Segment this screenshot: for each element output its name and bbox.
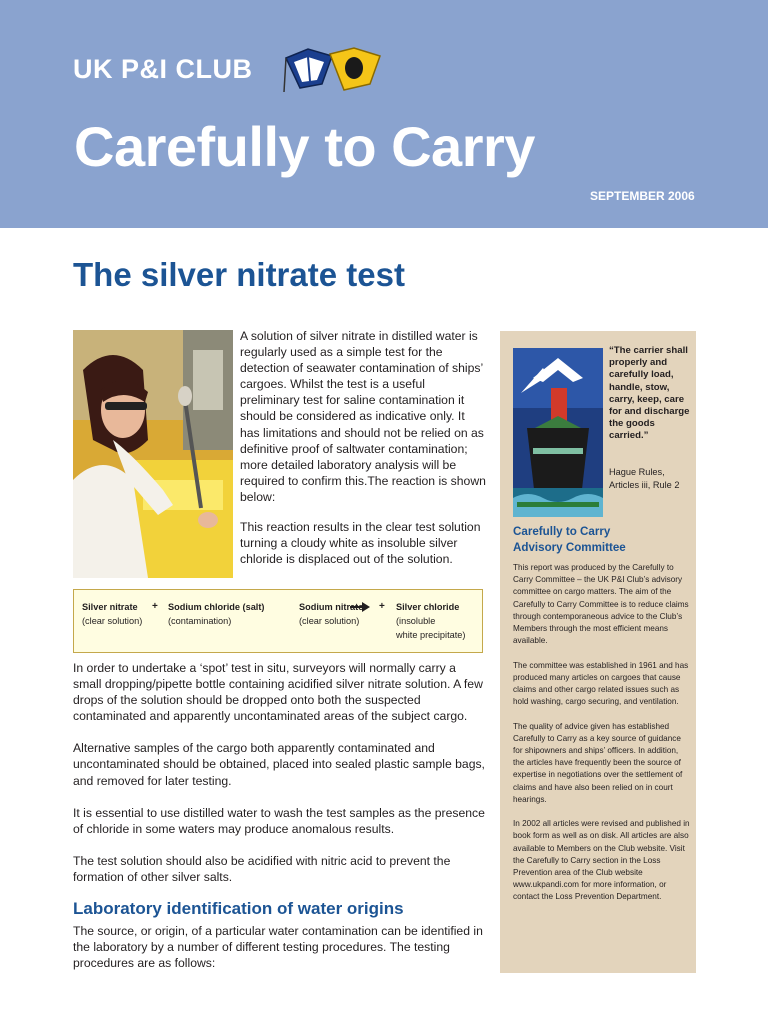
reaction-equation-box: [73, 589, 483, 653]
publication-title: Carefully to Carry: [74, 115, 535, 178]
intro-paragraph: A solution of silver nitrate in distilled water is regularly used as a simple test for the detection of seawater contamination of ships’ cargoes. Whilst the test is a useful preliminary test for saline contamination it should be considered as indicative only. It has limitations and should not be relied on as definitive proof of saltwater contamination; more detailed laboratory analysis will be required to confirm this.The reaction is shown below:: [240, 329, 486, 504]
intro-column: [240, 328, 486, 581]
plus-sign: +: [379, 601, 385, 612]
reactant-silver-nitrate: [82, 600, 142, 628]
sidebar-paragraph: The committee was established in 1961 and has produced many articles on cargoes that cause claims and other cargo related issues such as hold washing, cargo securing, and ventilation.: [513, 660, 689, 707]
body-paragraph: It is essential to use distilled water to wash the test samples as the presence of chloride in some waters may produce anomalous results.: [73, 805, 485, 836]
sidebar-paragraph: In 2002 all articles were revised and published in book form as well as on disk. All articles are also available to Members on the Club website. Visit the Carefully to Carry section in the Loss Prevention area of the Club website www.ukpandi.com for more information, or contact the Loss Prevention Department.: [513, 819, 690, 902]
chem-note: (insoluble: [396, 616, 436, 626]
chem-name: Sodium chloride (salt): [168, 602, 265, 612]
chem-note: white precipitate): [396, 630, 466, 640]
quote-source: [609, 466, 693, 492]
sidebar-paragraph: This report was produced by the Carefully to Carry Committee – the UK P&I Club’s advisory committee on cargo matters. The aim of the Carefully to Carry Committee is to reduce claims through contemporaneous advice to the Club’s Members through the most efficient means available.: [513, 563, 689, 646]
hague-rules-quote: “The carrier shall properly and carefully load, handle, stow, carry, keep, care for and discharge the goods carried.”: [609, 345, 690, 442]
committee-heading-line: Carefully to Carry: [513, 525, 611, 538]
quote-source-line: Hague Rules,: [609, 467, 665, 477]
product-silver-chloride: [396, 600, 465, 642]
body-paragraph: Alternative samples of the cargo both apparently contaminated and uncontaminated should be obtained, placed into sealed plastic sample bags, and removed for later testing.: [73, 741, 485, 788]
club-name: UK P&I CLUB: [73, 54, 253, 84]
body-paragraph: The test solution should also be acidified with nitric acid to prevent the formation of other silver salts.: [73, 853, 451, 884]
sidebar-paragraph: The quality of advice given has established Carefully to Carry as a key source of guidance for shipowners and ships’ officers. In addition, the articles have frequently been the source of expertise in negotiations over the settlement of claims and have also been relied on in court hearings.: [513, 721, 683, 804]
masthead: [0, 0, 768, 228]
body-paragraph: In order to undertake a ‘spot’ test in situ, surveyors will normally carry a small dropping/pipette bottle containing acidified silver nitrate solution. A few drops of the solution should be dropped onto both the suspected contaminated and apparently uncontaminated areas of the subject cargo.: [73, 661, 483, 724]
ship-poster-illustration: [513, 348, 603, 517]
lab-technician-photo: [73, 330, 233, 578]
chem-name: Silver nitrate: [82, 602, 138, 612]
reactant-sodium-chloride: [168, 600, 264, 628]
intro-paragraph: This reaction results in the clear test solution turning a cloudy white as insoluble silver chloride is displaced out of the solution.: [240, 520, 481, 567]
chem-note: (clear solution): [82, 616, 143, 626]
committee-text: [513, 562, 690, 916]
club-flags-logo: [282, 44, 382, 92]
committee-heading: [513, 524, 626, 556]
chem-name: Sodium nitrate: [299, 602, 364, 612]
quote-source-line: Articles iii, Rule 2: [609, 479, 680, 490]
committee-heading-line: Advisory Committee: [513, 541, 626, 554]
chem-note: (clear solution): [299, 616, 360, 626]
article-title: The silver nitrate test: [73, 256, 405, 293]
issue-date: SEPTEMBER 2006: [590, 189, 695, 203]
chem-name: Silver chloride: [396, 602, 460, 612]
sidebar: [500, 331, 696, 973]
product-sodium-nitrate: [299, 600, 363, 628]
main-column: [73, 660, 485, 987]
chem-note: (contamination): [168, 616, 232, 626]
body-paragraph: The source, or origin, of a particular water contamination can be identified in the laboratory by a number of different testing procedures. The testing procedures are as follows:: [73, 924, 483, 971]
plus-sign: +: [152, 601, 158, 612]
section-heading: Laboratory identification of water origins: [73, 899, 404, 919]
